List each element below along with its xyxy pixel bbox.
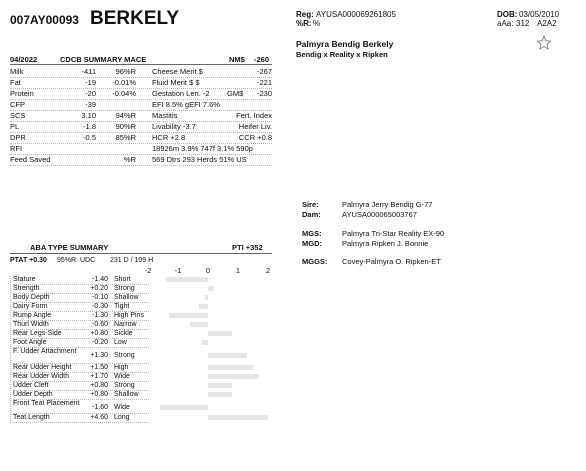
type-trait-value: +4.60 <box>90 414 108 421</box>
summary-index-value: Fert. Index <box>236 111 272 120</box>
summary-trait-value: -39 <box>85 100 96 109</box>
summary-index-value: Heifer Liv. <box>238 122 272 131</box>
aaa-label: aAa: <box>497 19 514 28</box>
summary-index-value: -230 <box>256 89 272 98</box>
type-trait-descriptor: High <box>114 364 129 371</box>
reg-value: AYUSA000069261805 <box>316 10 396 19</box>
summary-trait-label: SCS <box>10 111 26 120</box>
type-trait-bar <box>208 365 253 370</box>
type-trait-bar <box>160 405 208 410</box>
type-trait-label: Rear Udder Width <box>13 373 70 380</box>
type-trait-bar <box>205 295 208 300</box>
animal-name: BERKELY <box>90 8 180 29</box>
type-trait-bar <box>190 322 208 327</box>
sire-label: Sire: <box>302 200 319 209</box>
type-trait-label: Rump Angle <box>13 312 52 319</box>
summary-trait-label: Feed Saved <box>10 155 51 164</box>
type-trait-descriptor: Short <box>114 276 131 283</box>
summary-trait-reliability: 96%R <box>115 67 136 76</box>
summary-index-right-label: GM$ <box>227 89 244 98</box>
type-trait-bar <box>208 383 232 388</box>
dam-label: Dam: <box>302 210 321 219</box>
reg-label: Reg: <box>296 10 314 19</box>
mgs-name: Palmyra Tri-Star Reality EX-90 <box>342 229 445 238</box>
animal-pedigree-line: Bendig x Reality x Ripken <box>296 50 388 59</box>
type-trait-label: Strength <box>13 285 40 292</box>
type-trait-bar <box>202 340 208 345</box>
sire-name: Palmyra Jerry Bendig G-77 <box>342 200 433 209</box>
type-trait-descriptor: Strong <box>114 285 135 292</box>
r-label: %R: <box>296 19 312 28</box>
summary-trait-label: CFP <box>10 100 25 109</box>
type-trait-bar <box>208 415 268 420</box>
summary-trait-value: 3.10 <box>81 111 96 120</box>
summary-index-label: Fluid Merit $ $ <box>152 78 200 87</box>
dam-name: AYUSA000065003767 <box>342 210 417 219</box>
type-trait-label: Dairy Form <box>13 303 48 310</box>
nm-label: NM$ <box>229 55 245 64</box>
summary-index-value: -267 <box>256 67 272 76</box>
udc-label: UDC <box>80 257 96 264</box>
mggs-label: MGGS: <box>302 257 328 266</box>
animal-id: 007AY00093 <box>10 13 79 27</box>
type-trait-value: -1.60 <box>92 404 108 411</box>
a2a2-status: A2A2 <box>537 19 557 28</box>
summary-date: 04/2022 <box>10 55 38 64</box>
r-value: % <box>313 19 321 28</box>
star-outline-icon[interactable] <box>536 35 552 51</box>
summary-trait-reliability: 90%R <box>115 122 136 131</box>
summary-index-label: Gestation Len. -2 <box>152 89 210 98</box>
type-trait-descriptor: High Pins <box>114 312 144 319</box>
summary-trait-value: -411 <box>81 67 96 76</box>
type-trait-label: Stature <box>13 276 36 283</box>
mggs-name: Covey-Palmyra O. Ripken-ET <box>342 257 441 266</box>
summary-index-label: Mastitis <box>152 111 178 120</box>
type-trait-bar <box>166 277 208 282</box>
type-trait-label: Thurl Width <box>13 321 49 328</box>
type-trait-value: +0.20 <box>90 285 108 292</box>
type-trait-value: -1.30 <box>92 312 108 319</box>
dob-label: DOB: <box>497 10 518 19</box>
type-trait-label: Front Teat Placement <box>13 400 80 407</box>
summary-index-label: Cheese Merit $ <box>152 67 203 76</box>
type-trait-descriptor: Wide <box>114 373 130 380</box>
summary-trait-label: Milk <box>10 67 24 76</box>
scale-tick-label: -1 <box>174 266 182 275</box>
type-trait-bar <box>199 304 208 309</box>
type-trait-descriptor: Long <box>114 414 130 421</box>
summary-trait-label: Fat <box>10 78 21 87</box>
type-trait-value: -1.40 <box>92 276 108 283</box>
type-summary-title: ABA TYPE SUMMARY <box>30 243 109 252</box>
summary-trait-reliability: -0.04% <box>112 89 136 98</box>
type-trait-label: Teat Length <box>13 414 50 421</box>
type-trait-label: Udder Depth <box>13 391 53 398</box>
type-trait-bar <box>208 374 259 379</box>
type-trait-value: -0.10 <box>92 294 108 301</box>
type-trait-descriptor: Low <box>114 339 127 346</box>
type-trait-value: -0.20 <box>92 339 108 346</box>
summary-title: CDCB SUMMARY MACE <box>60 55 147 64</box>
type-trait-descriptor: Strong <box>114 382 135 389</box>
type-trait-descriptor: Shallow <box>114 391 139 398</box>
type-trait-descriptor: Tight <box>114 303 130 310</box>
type-trait-bar <box>169 313 208 318</box>
aaa-value: 312 <box>516 19 530 28</box>
type-trait-descriptor: Narrow <box>114 321 137 328</box>
type-trait-label: Foot Angle <box>13 339 47 346</box>
mgs-label: MGS: <box>302 229 322 238</box>
type-trait-value: +0.80 <box>90 391 108 398</box>
summary-index-label: EFI 8.5% gEFI 7.6% <box>152 100 220 109</box>
scale-tick-label: -2 <box>144 266 152 275</box>
ptat-reliability: 95%R <box>57 257 77 264</box>
nm-value: -260 <box>254 55 270 64</box>
dob-value: 03/05/2010 <box>519 10 560 19</box>
dtrs-herds: 231 D / 109 H <box>110 257 154 264</box>
scale-tick-label: 0 <box>205 266 211 275</box>
summary-trait-label: PL <box>10 122 20 131</box>
type-trait-bar <box>208 331 232 336</box>
scale-tick-label: 2 <box>265 266 271 275</box>
type-trait-value: +0.80 <box>90 382 108 389</box>
type-trait-bar <box>208 286 214 291</box>
type-trait-label: Rear Legs-Side <box>13 330 62 337</box>
summary-trait-value: -20 <box>85 89 96 98</box>
pti-value: PTI +352 <box>232 243 263 252</box>
summary-trait-reliability: %R <box>123 155 136 164</box>
summary-trait-reliability: 94%R <box>115 111 136 120</box>
summary-trait-label: DPR <box>10 133 26 142</box>
ptat-value: PTAT +0.30 <box>10 257 47 264</box>
type-trait-label: Rear Udder Height <box>13 364 72 371</box>
scale-tick-label: 1 <box>235 266 241 275</box>
type-trait-descriptor: Sickle <box>114 330 133 337</box>
summary-index-label: Livability -3.7 <box>152 122 196 131</box>
type-trait-descriptor: Shallow <box>114 294 139 301</box>
summary-index-value: -221 <box>256 78 272 87</box>
summary-index-label: HCR +2.8 <box>152 133 186 142</box>
type-trait-value: +1.50 <box>90 364 108 371</box>
type-trait-bar <box>208 392 232 397</box>
mgd-label: MGD: <box>302 239 322 248</box>
summary-trait-reliability: -0.01% <box>112 78 136 87</box>
summary-trait-value: -1.8 <box>83 122 96 131</box>
summary-trait-reliability: 85%R <box>115 133 136 142</box>
type-trait-label: F. Udder Attachment <box>13 348 77 355</box>
summary-trait-value: -0.5 <box>83 133 96 142</box>
animal-full-name: Palmyra Bendig Berkely <box>296 39 394 49</box>
type-trait-descriptor: Wide <box>114 404 130 411</box>
summary-trait-value: -19 <box>85 78 96 87</box>
summary-trait-label: Protein <box>10 89 34 98</box>
type-trait-value: -0.30 <box>92 303 108 310</box>
type-trait-value: +1.30 <box>90 352 108 359</box>
type-trait-label: Body Depth <box>13 294 50 301</box>
type-trait-value: +0.80 <box>90 330 108 337</box>
mgd-name: Palmyra Ripken J. Bonnie <box>342 239 429 248</box>
type-trait-descriptor: Strong <box>114 352 135 359</box>
summary-index-value: CCR +0.8 <box>238 133 272 142</box>
summary-index-label: 18926m 3.9% 747f 3.1% 590p <box>152 144 253 153</box>
type-trait-bar <box>208 353 247 358</box>
type-trait-value: +1.70 <box>90 373 108 380</box>
summary-trait-label: RFI <box>10 144 23 153</box>
type-trait-label: Udder Cleft <box>13 382 49 389</box>
type-trait-value: -0.60 <box>92 321 108 328</box>
summary-index-label: 569 Dtrs 293 Herds 51% US <box>152 155 247 164</box>
